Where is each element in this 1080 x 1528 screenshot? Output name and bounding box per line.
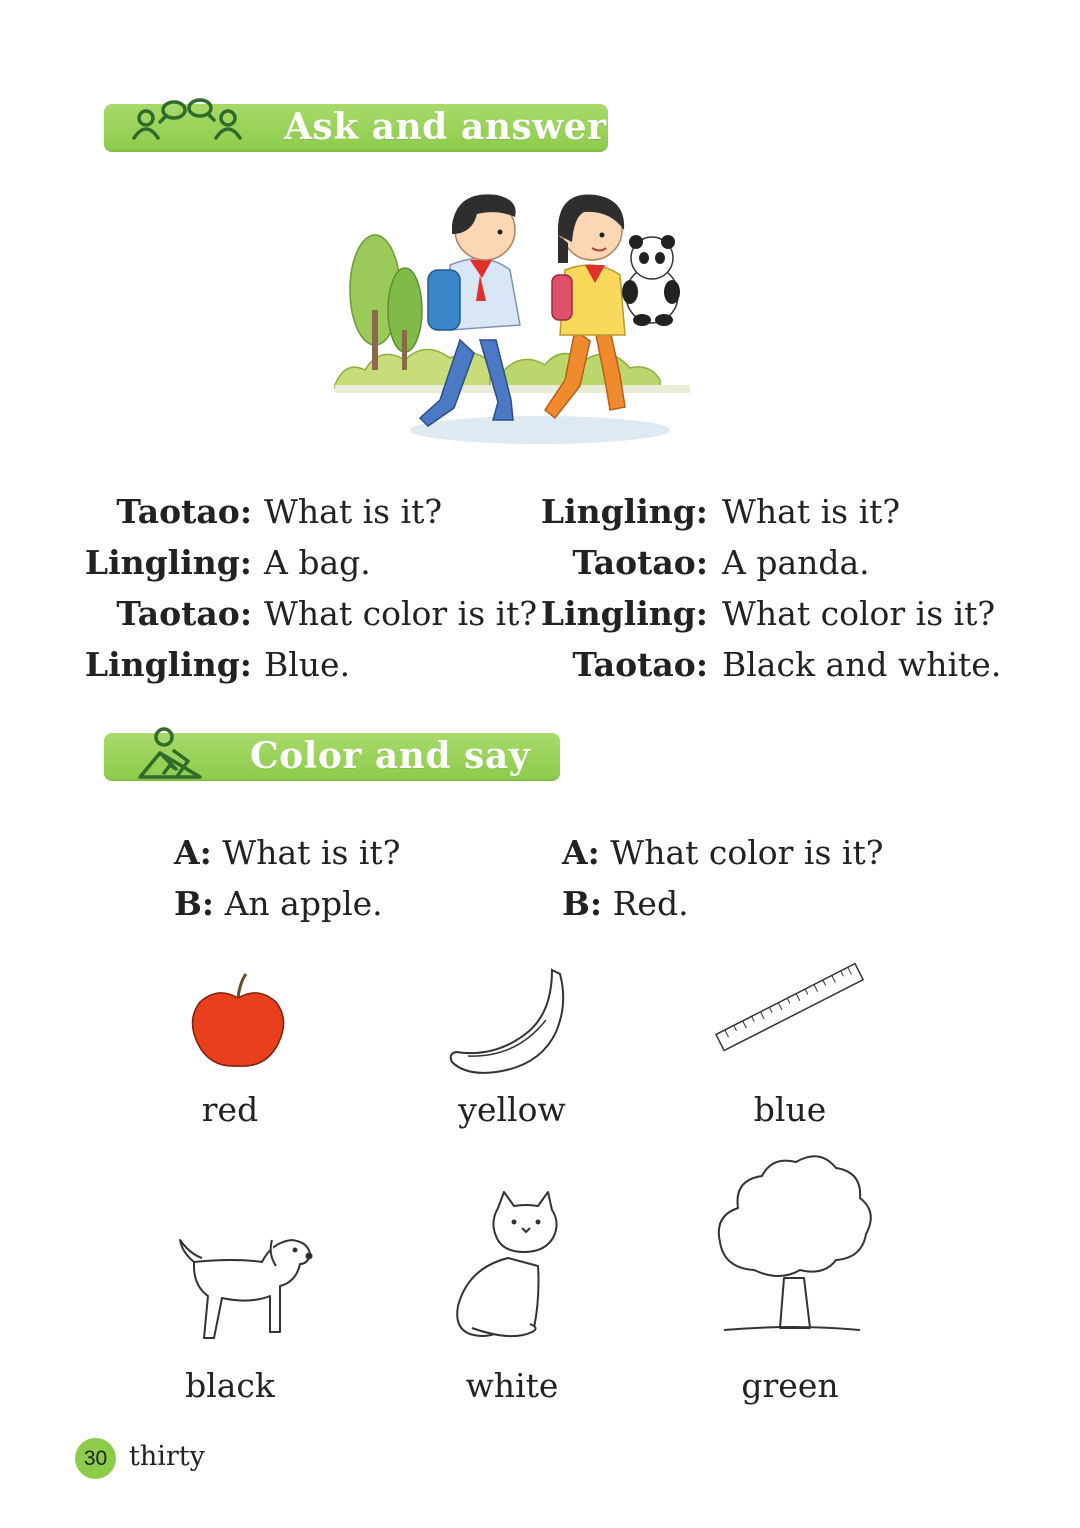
utterance: What is it? — [722, 492, 901, 531]
color-label-white: white — [465, 1366, 559, 1405]
utterance: Blue. — [264, 645, 351, 684]
dialogue-line — [174, 827, 400, 878]
dialogue-line — [0, 537, 540, 588]
color-label-black: black — [185, 1366, 275, 1405]
section-title: Color and say — [250, 735, 531, 777]
speaker-label: B: — [562, 884, 603, 923]
speaker-name: Lingling: — [84, 543, 252, 582]
speaker-label: B: — [174, 884, 215, 923]
speaker-name: Lingling: — [84, 645, 252, 684]
speaker-label: A: — [174, 833, 212, 872]
utterance: An apple. — [224, 884, 383, 923]
speaker-name: Taotao: — [116, 594, 252, 633]
coloring-icon — [134, 727, 206, 783]
color-say-dialogue-left — [174, 827, 400, 929]
utterance: Red. — [612, 884, 689, 923]
speaker-name: Taotao: — [116, 492, 252, 531]
color-and-say-banner — [104, 733, 560, 781]
speaker-label: A: — [562, 833, 600, 872]
speaker-name: Taotao: — [572, 645, 708, 684]
panda-toy — [622, 235, 680, 326]
page-number-badge: 30 — [75, 1438, 116, 1479]
utterance: Black and white. — [722, 645, 1002, 684]
utterance: A panda. — [722, 543, 870, 582]
speaker-name: Lingling: — [540, 492, 708, 531]
dialogue-line — [540, 537, 1080, 588]
dialogue-line — [540, 486, 1080, 537]
utterance: A bag. — [264, 543, 371, 582]
dialogue-left — [0, 486, 540, 690]
speaker-name: Taotao: — [572, 543, 708, 582]
cat-icon — [452, 1188, 564, 1346]
speaking-people-icon — [132, 96, 242, 146]
utterance: What is it? — [264, 492, 443, 531]
section-title: Ask and answer — [284, 106, 607, 148]
color-say-dialogue-right — [562, 827, 883, 929]
dialogue-line — [562, 878, 883, 929]
dialogue-line — [540, 588, 1080, 639]
ask-and-answer-banner — [104, 104, 608, 152]
speaker-name: Lingling: — [540, 594, 708, 633]
dialogue-line — [174, 878, 400, 929]
color-label-yellow: yellow — [458, 1090, 566, 1129]
color-label-green: green — [741, 1366, 839, 1405]
dialogue-line — [0, 588, 540, 639]
apple-icon — [190, 970, 286, 1070]
utterance: What is it? — [222, 833, 401, 872]
utterance: What color is it? — [610, 833, 884, 872]
utterance: What color is it? — [264, 594, 538, 633]
color-label-red: red — [201, 1090, 259, 1129]
banana-icon — [448, 966, 572, 1076]
page-number-word: thirty — [129, 1441, 205, 1472]
dialogue-line — [540, 639, 1080, 690]
dialogue-right — [540, 486, 1080, 690]
color-label-blue: blue — [753, 1090, 827, 1129]
tree-icon — [714, 1158, 870, 1340]
children-walking-illustration — [330, 180, 700, 465]
dialogue-line — [0, 639, 540, 690]
ruler-icon — [710, 958, 870, 1058]
dog-icon — [172, 1222, 314, 1348]
utterance: What color is it? — [722, 594, 996, 633]
dialogue-line — [562, 827, 883, 878]
dialogue-line — [0, 486, 540, 537]
